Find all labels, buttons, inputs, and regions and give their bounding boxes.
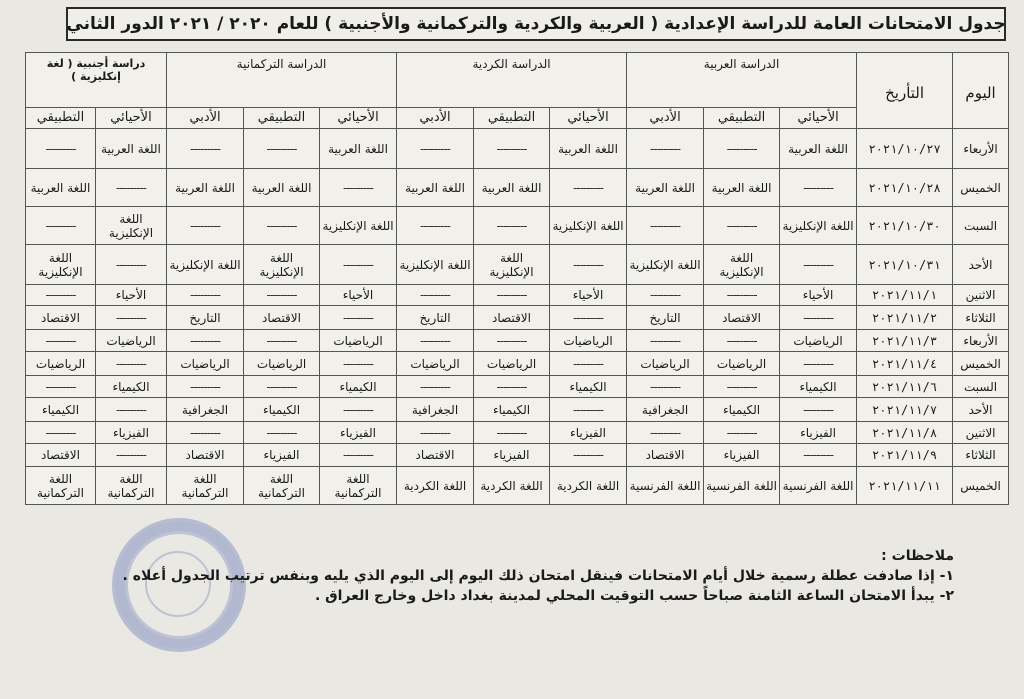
exam-schedule-table — [25, 52, 1009, 505]
subject-cell: الاقتصاد — [704, 306, 780, 330]
subject-cell: الاقتصاد — [167, 444, 244, 467]
table-row — [26, 330, 1009, 352]
subject-cell: اللغة الإنكليزية — [550, 207, 627, 245]
stream-header: الأحيائي — [780, 108, 857, 129]
subject-cell: الكيمياء — [96, 376, 167, 398]
subject-cell: --------- — [397, 129, 474, 169]
subject-cell: الرياضيات — [244, 352, 320, 376]
note-item: ٢- يبدأ الامتحان الساعة الثامنة صباحاً حسب التوقيت المحلي لمدينة بغداد داخل وخارج العراق . — [314, 588, 954, 604]
subject-cell: الجغرافية — [397, 398, 474, 422]
schedule-body — [26, 129, 1009, 505]
table-row — [26, 398, 1009, 422]
subject-cell: الرياضيات — [474, 352, 550, 376]
day-cell: الثلاثاء — [953, 306, 1009, 330]
subject-cell: اللغة الفرنسية — [704, 467, 780, 505]
day-cell: السبت — [953, 207, 1009, 245]
subject-cell: --------- — [244, 129, 320, 169]
subject-cell: اللغة الإنكليزية — [627, 245, 704, 285]
date-cell: ٢٠٢١/١١/١ — [857, 285, 953, 306]
subject-cell: الفيزياء — [780, 422, 857, 444]
table-row — [26, 306, 1009, 330]
subject-cell: --------- — [26, 422, 96, 444]
subject-cell: اللغة التركمانية — [320, 467, 397, 505]
subject-cell: الأحياء — [320, 285, 397, 306]
subject-cell: الفيزياء — [550, 422, 627, 444]
subject-cell: --------- — [244, 285, 320, 306]
subject-cell: --------- — [244, 207, 320, 245]
subject-cell: اللغة العربية — [244, 169, 320, 207]
day-cell: الاثنين — [953, 285, 1009, 306]
subject-cell: الأحياء — [550, 285, 627, 306]
subject-cell: اللغة الإنكليزية — [704, 245, 780, 285]
day-cell: الخميس — [953, 352, 1009, 376]
table-row — [26, 352, 1009, 376]
subject-cell: اللغة الإنكليزية — [96, 207, 167, 245]
subject-cell: --------- — [96, 352, 167, 376]
subject-cell: --------- — [780, 352, 857, 376]
date-cell: ٢٠٢١/١١/٣ — [857, 330, 953, 352]
subject-cell: اللغة العربية — [627, 169, 704, 207]
stream-header: الأحيائي — [320, 108, 397, 129]
subject-cell: --------- — [244, 330, 320, 352]
subject-cell: --------- — [780, 306, 857, 330]
day-cell: الأربعاء — [953, 330, 1009, 352]
day-cell: الأحد — [953, 245, 1009, 285]
subject-cell: --------- — [244, 376, 320, 398]
subject-cell: الاقتصاد — [397, 444, 474, 467]
subject-cell: --------- — [26, 129, 96, 169]
date-cell: ٢٠٢١/١١/١١ — [857, 467, 953, 505]
subject-cell: --------- — [550, 245, 627, 285]
subject-cell: اللغة العربية — [96, 129, 167, 169]
subject-cell: --------- — [397, 422, 474, 444]
subject-cell: --------- — [474, 330, 550, 352]
day-cell: الأحد — [953, 398, 1009, 422]
subject-cell: الاقتصاد — [244, 306, 320, 330]
subject-cell: اللغة العربية — [167, 169, 244, 207]
subject-cell: --------- — [474, 207, 550, 245]
subject-cell: --------- — [780, 398, 857, 422]
subject-cell: --------- — [167, 285, 244, 306]
subject-cell: اللغة التركمانية — [244, 467, 320, 505]
group-header-turkmen: الدراسة التركمانية — [167, 53, 397, 108]
subject-cell: --------- — [397, 330, 474, 352]
subject-cell: اللغة العربية — [550, 129, 627, 169]
subject-cell: --------- — [627, 376, 704, 398]
subject-cell: الكيمياء — [780, 376, 857, 398]
date-cell: ٢٠٢١/١١/٢ — [857, 306, 953, 330]
subject-cell: الفيزياء — [704, 444, 780, 467]
subject-cell: --------- — [96, 398, 167, 422]
subject-cell: --------- — [167, 207, 244, 245]
subject-cell: الكيمياء — [474, 398, 550, 422]
subject-cell: --------- — [550, 444, 627, 467]
subject-cell: --------- — [704, 330, 780, 352]
subject-cell: --------- — [704, 285, 780, 306]
subject-cell: --------- — [320, 306, 397, 330]
subject-cell: --------- — [704, 207, 780, 245]
subject-cell: الرياضيات — [96, 330, 167, 352]
stream-header: التطبيقي — [244, 108, 320, 129]
stream-header: التطبيقي — [474, 108, 550, 129]
subject-cell: --------- — [627, 330, 704, 352]
stream-header: الأدبي — [627, 108, 704, 129]
page-title: جدول الامتحانات العامة للدراسة الإعدادية ( العربية والكردية والتركمانية والأجنبية ) للعام ٢٠٢٠ / ٢٠٢١ الدور الثاني — [66, 7, 1006, 41]
subject-cell: --------- — [627, 129, 704, 169]
subject-cell: --------- — [167, 422, 244, 444]
subject-cell: الأحياء — [96, 285, 167, 306]
subject-cell: --------- — [780, 169, 857, 207]
table-row — [26, 467, 1009, 505]
subject-cell: الجغرافية — [627, 398, 704, 422]
subject-cell: اللغة العربية — [780, 129, 857, 169]
subject-cell: --------- — [397, 207, 474, 245]
subject-cell: اللغة الإنكليزية — [244, 245, 320, 285]
subject-cell: --------- — [704, 129, 780, 169]
stream-header: التطبيقي — [704, 108, 780, 129]
subject-cell: --------- — [96, 444, 167, 467]
subject-cell: الرياضيات — [26, 352, 96, 376]
subject-cell: الفيزياء — [474, 444, 550, 467]
subject-cell: اللغة العربية — [474, 169, 550, 207]
subject-cell: الاقتصاد — [26, 306, 96, 330]
subject-cell: الرياضيات — [397, 352, 474, 376]
subject-cell: الكيمياء — [320, 376, 397, 398]
table-row — [26, 245, 1009, 285]
subject-cell: اللغة العربية — [320, 129, 397, 169]
day-cell: الأربعاء — [953, 129, 1009, 169]
subject-cell: اللغة العربية — [704, 169, 780, 207]
subject-cell: الجغرافية — [167, 398, 244, 422]
table-row — [26, 376, 1009, 398]
stream-header: التطبيقي — [26, 108, 96, 129]
subject-cell: اللغة التركمانية — [167, 467, 244, 505]
date-cell: ٢٠٢١/١٠/٣١ — [857, 245, 953, 285]
subject-cell: اللغة الإنكليزية — [167, 245, 244, 285]
date-cell: ٢٠٢١/١١/٨ — [857, 422, 953, 444]
subject-cell: الرياضيات — [704, 352, 780, 376]
subject-cell: --------- — [627, 285, 704, 306]
subject-cell: --------- — [26, 207, 96, 245]
stream-header: الأدبي — [397, 108, 474, 129]
subject-cell: التاريخ — [167, 306, 244, 330]
subject-cell: --------- — [550, 306, 627, 330]
subject-cell: الرياضيات — [780, 330, 857, 352]
subject-cell: الكيمياء — [26, 398, 96, 422]
date-header: التأريخ — [857, 53, 953, 129]
date-cell: ٢٠٢١/١٠/٢٨ — [857, 169, 953, 207]
subject-cell: --------- — [550, 398, 627, 422]
subject-cell: التاريخ — [397, 306, 474, 330]
subject-cell: اللغة العربية — [26, 169, 96, 207]
day-cell: الثلاثاء — [953, 444, 1009, 467]
subject-cell: --------- — [474, 422, 550, 444]
group-header-row — [26, 53, 1009, 108]
subject-cell: --------- — [397, 376, 474, 398]
subject-cell: اللغة الإنكليزية — [26, 245, 96, 285]
subject-cell: --------- — [96, 169, 167, 207]
stream-header: الأدبي — [167, 108, 244, 129]
subject-cell: اللغة الإنكليزية — [474, 245, 550, 285]
date-cell: ٢٠٢١/١١/٤ — [857, 352, 953, 376]
subject-cell: --------- — [320, 398, 397, 422]
subject-cell: اللغة الإنكليزية — [780, 207, 857, 245]
subject-cell: الفيزياء — [96, 422, 167, 444]
subject-cell: الكيمياء — [550, 376, 627, 398]
subject-cell: الفيزياء — [244, 444, 320, 467]
subject-cell: --------- — [244, 422, 320, 444]
subject-cell: اللغة التركمانية — [96, 467, 167, 505]
notes-heading: ملاحظات : — [881, 548, 954, 564]
subject-cell: --------- — [320, 352, 397, 376]
subject-cell: اللغة الفرنسية — [780, 467, 857, 505]
subject-cell: اللغة الإنكليزية — [397, 245, 474, 285]
subject-cell: اللغة الإنكليزية — [320, 207, 397, 245]
subject-cell: اللغة الكردية — [550, 467, 627, 505]
subject-cell: --------- — [96, 245, 167, 285]
table-row — [26, 285, 1009, 306]
table-row — [26, 129, 1009, 169]
subject-cell: --------- — [167, 129, 244, 169]
subject-cell: --------- — [780, 444, 857, 467]
table-row — [26, 444, 1009, 467]
subject-cell: --------- — [26, 376, 96, 398]
group-header-foreign: دراسة أجنبية ( لغة إنكليزية ) — [26, 53, 167, 108]
date-cell: ٢٠٢١/١١/٦ — [857, 376, 953, 398]
day-cell: السبت — [953, 376, 1009, 398]
group-header-arabic: الدراسة العربية — [627, 53, 857, 108]
subject-cell: --------- — [627, 207, 704, 245]
subject-cell: اللغة الفرنسية — [627, 467, 704, 505]
subject-cell: --------- — [704, 376, 780, 398]
subject-cell: --------- — [474, 376, 550, 398]
day-cell: الاثنين — [953, 422, 1009, 444]
subject-cell: الاقتصاد — [474, 306, 550, 330]
day-cell: الخميس — [953, 467, 1009, 505]
subject-cell: التاريخ — [627, 306, 704, 330]
subject-cell: --------- — [167, 376, 244, 398]
date-cell: ٢٠٢١/١١/٧ — [857, 398, 953, 422]
group-header-kurdish: الدراسة الكردية — [397, 53, 627, 108]
subject-cell: الاقتصاد — [26, 444, 96, 467]
subject-cell: اللغة التركمانية — [26, 467, 96, 505]
subject-cell: --------- — [474, 129, 550, 169]
subject-cell: اللغة الكردية — [397, 467, 474, 505]
date-cell: ٢٠٢١/١١/٩ — [857, 444, 953, 467]
subject-cell: --------- — [474, 285, 550, 306]
subject-cell: --------- — [320, 444, 397, 467]
subject-cell: الرياضيات — [167, 352, 244, 376]
subject-cell: الاقتصاد — [627, 444, 704, 467]
subject-cell: --------- — [704, 422, 780, 444]
subject-cell: الرياضيات — [627, 352, 704, 376]
date-cell: ٢٠٢١/١٠/٢٧ — [857, 129, 953, 169]
subject-cell: --------- — [26, 330, 96, 352]
subject-cell: اللغة العربية — [397, 169, 474, 207]
table-row — [26, 207, 1009, 245]
subject-cell: --------- — [320, 245, 397, 285]
subject-cell: --------- — [26, 285, 96, 306]
subject-cell: --------- — [627, 422, 704, 444]
date-cell: ٢٠٢١/١٠/٣٠ — [857, 207, 953, 245]
subject-cell: --------- — [320, 169, 397, 207]
subject-cell: الرياضيات — [320, 330, 397, 352]
subject-cell: الكيمياء — [704, 398, 780, 422]
subject-cell: --------- — [96, 306, 167, 330]
table-row — [26, 169, 1009, 207]
subject-cell: الكيمياء — [244, 398, 320, 422]
table-row — [26, 422, 1009, 444]
subject-cell: اللغة الكردية — [474, 467, 550, 505]
stream-header: الأحيائي — [96, 108, 167, 129]
stream-header: الأحيائي — [550, 108, 627, 129]
day-cell: الخميس — [953, 169, 1009, 207]
subject-cell: الأحياء — [780, 285, 857, 306]
subject-cell: --------- — [550, 169, 627, 207]
subject-cell: --------- — [397, 285, 474, 306]
subject-cell: --------- — [550, 352, 627, 376]
note-item: ١- إذا صادفت عطلة رسمية خلال أيام الامتحانات فينقل امتحان ذلك اليوم إلى اليوم الذي يليه وبنفس ترتيب الجدول أعلاه . — [122, 568, 954, 584]
subject-cell: --------- — [780, 245, 857, 285]
day-header: اليوم — [953, 53, 1009, 129]
subject-cell: --------- — [167, 330, 244, 352]
notes-section — [122, 548, 954, 608]
subject-cell: الرياضيات — [550, 330, 627, 352]
subject-cell: الفيزياء — [320, 422, 397, 444]
